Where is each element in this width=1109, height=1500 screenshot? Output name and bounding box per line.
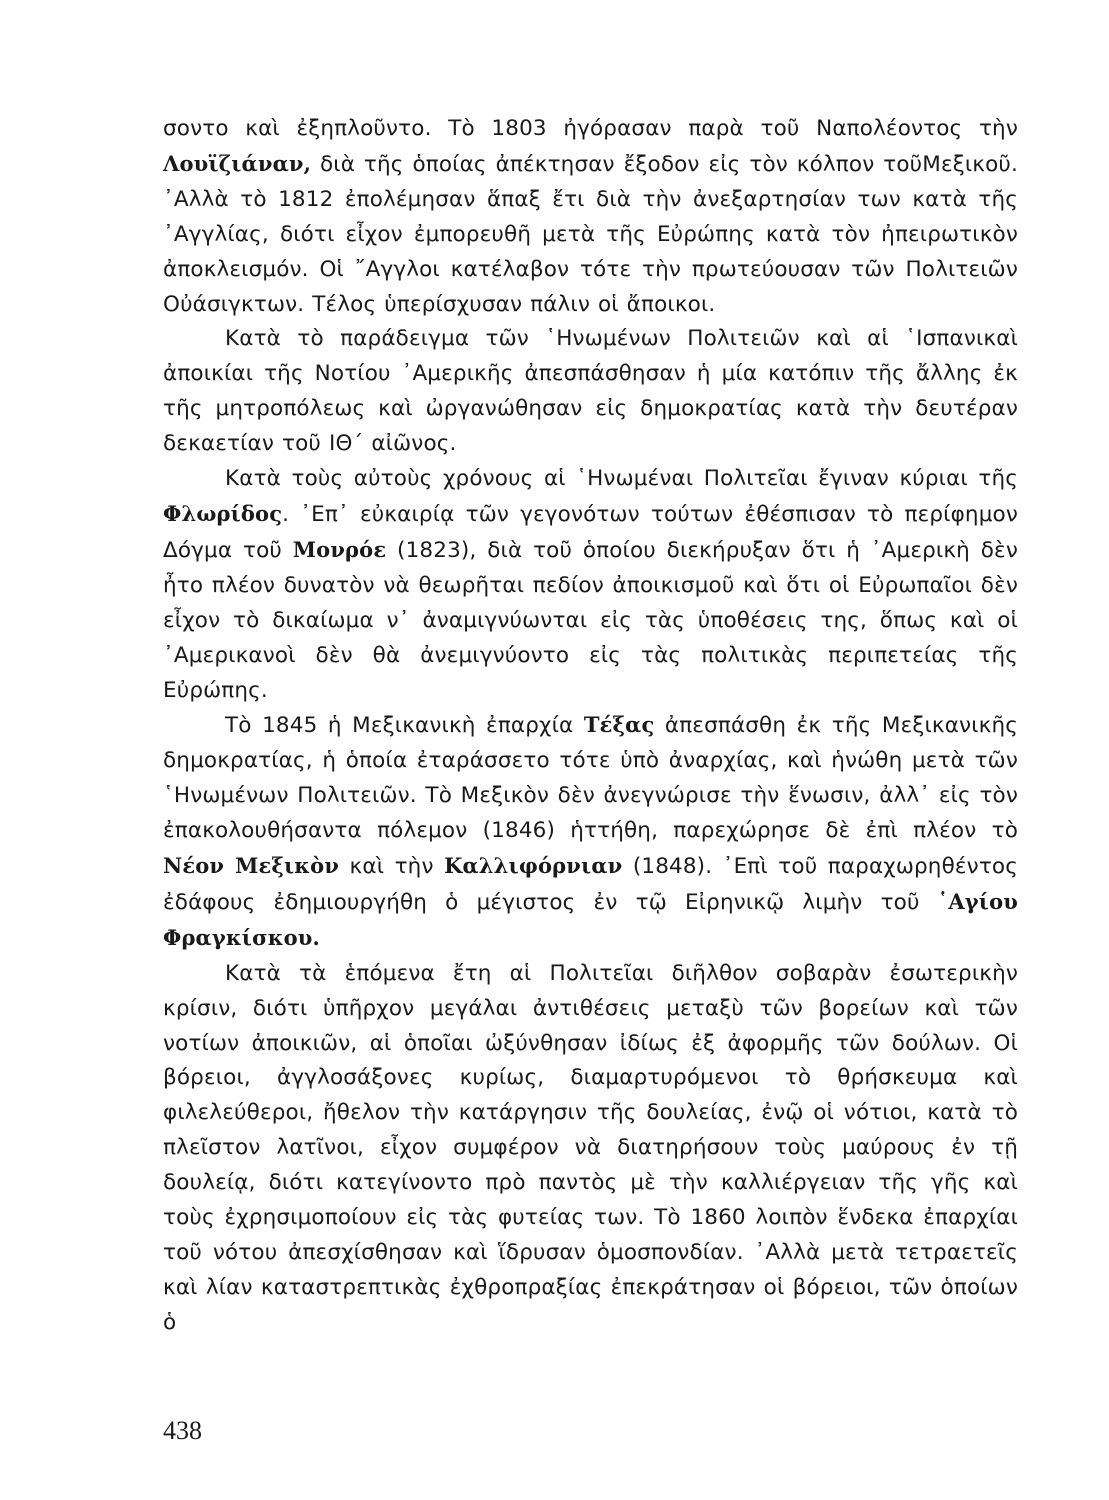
- bold-term: Φλωρίδος: [163, 500, 283, 526]
- text-run: Κατὰ τὰ ἑπόμενα ἔτη αἱ Πολιτεῖαι διῆλθον σοβαρὰν ἐσωτερικὴν κρίσιν, διότι ὑπῆρχον μεγάλαι ἀντιθέσεις μεταξὺ τῶν βορείων καὶ τῶν νοτίων ἀποικιῶν, αἱ ὁποῖαι ὠξύνθησαν ἰδίως ἐξ ἀφορμῆς τῶν δούλων. Οἱ βόρειοι, ἀγγλοσάξονες κυρίως, διαμαρτυρόμενοι τὸ θρήσκευμα καὶ φιλελεύθεροι, ἤθελον τὴν κατάργησιν τῆς δουλείας, ἐνῷ οἱ νότιοι, κατὰ τὸ πλεῖστον λατῖνοι, εἶχον συμφέρον νὰ διατηρήσουν τοὺς μαύρους ἐν τῇ δουλείᾳ, διότι κατεγίνοντο πρὸ παντὸς μὲ τὴν καλλιέργειαν τῆς γῆς καὶ τοὺς ἐχρησιμοποίουν εἰς τὰς φυτείας των. Τὸ 1860 λοιπὸν ἕνδεκα ἐπαρχίαι τοῦ νότου ἀπεσχίσθησαν καὶ ἵδρυσαν ὁμοσπονδίαν. ᾿Αλλὰ μετὰ τετραετεῖς καὶ λίαν καταστρεπτικὰς ἐχθροπραξίας ἐπεκράτησαν οἱ βόρειοι, τῶν ὁποίων ὁ: [163, 960, 1018, 1335]
- paragraph: [163, 708, 1018, 956]
- bold-term: Νέον Μεξικὸν: [163, 853, 340, 879]
- paragraph: [163, 322, 1018, 462]
- text-run: σοντο καὶ ἐξηπλοῦντο. Τὸ 1803 ἠγόρασαν παρὰ τοῦ Ναπολέοντος τὴν: [163, 116, 1018, 141]
- text-run: Κατὰ τοὺς αὐτοὺς χρόνους αἱ ῾Ηνωμέναι Πολιτεῖαι ἔγιναν κύριαι τῆς: [225, 466, 1018, 492]
- text-run: . ᾿Επ᾿ εὐκαιρίᾳ τῶν γεγονότων τούτων ἐθέσπισαν τὸ περίφημον Δόγμα τοῦ: [163, 501, 1018, 563]
- bold-term: Τέξας: [583, 712, 655, 738]
- text-run: καὶ τὴν: [339, 854, 445, 880]
- text-run: (1848). ᾿Επὶ τοῦ παραχωρηθέντος ἐδάφους ἐδημιουργήθη ὁ μέγιστος ἐν τῷ Εἰρηνικῷ λιμὴν τοῦ: [163, 854, 1018, 915]
- text-run: ἀπεσπάσθη ἐκ τῆς Μεξικανικῆς δημοκρατίας, ἡ ὁποία ἐταράσσετο τότε ὑπὸ ἀναρχίας, καὶ ἡνώθη μετὰ τῶν ῾Ηνωμένων Πολιτειῶν. Τὸ Μεξικὸν δὲν ἀνεγνώρισε τὴν ἕνωσιν, ἀλλ᾿ εἰς τὸν ἐπακολουθήσαντα πόλεμον (1846) ἡττήθη, παρεχώρησε δὲ ἐπὶ πλέον τὸ: [163, 713, 1018, 844]
- paragraph: [163, 112, 1018, 322]
- text-run: Κατὰ τὸ παράδειγμα τῶν ῾Ηνωμένων Πολιτειῶν καὶ αἱ ῾Ισπανικαὶ ἀποικίαι τῆς Νοτίου ᾿Αμερικῆς ἀπεσπάσθησαν ἡ μία κατόπιν τῆς ἄλλης ἐκ τῆς μητροπόλεως καὶ ὠργανώθησαν εἰς δημοκρατίας κατὰ τὴν δευτέραν δεκαετίαν τοῦ ΙΘ΄ αἰῶνος.: [163, 326, 1018, 457]
- bold-term: ῾Αγίου Φραγκίσκου.: [163, 888, 1018, 950]
- paragraph: [163, 957, 1018, 1341]
- paragraph: [163, 462, 1018, 708]
- bold-term: Λουϊζιάναν,: [163, 150, 312, 176]
- text-run: (1823), διὰ τοῦ ὁποίου διεκήρυξαν ὅτι ἡ ᾿Αμερικὴ δὲν ἦτο πλέον δυνατὸν νὰ θεωρῆται πεδίον ἀποικισμοῦ καὶ ὅτι οἱ Εὐρωπαῖοι δὲν εἶχον τὸ δικαίωμα ν᾿ ἀναμιγνύωνται εἰς τὰς ὑποθέσεις της, ὅπως καὶ οἱ ᾿Αμερικανοὶ δὲν θὰ ἀνεμιγνύοντο εἰς τὰς πολιτικὰς περιπετείας τῆς Εὐρώπης.: [163, 537, 1018, 703]
- text-run: Τὸ 1845 ἡ Μεξικανικὴ ἐπαρχία: [225, 713, 584, 739]
- text-run: διὰ τῆς ὁποίας ἀπέκτησαν ἔξοδον εἰς τὸν κόλπον τοῦΜεξικοῦ. ᾿Αλλὰ τὸ 1812 ἐπολέμησαν ἅπαξ ἔτι διὰ τὴν ἀνεξαρτησίαν των κατὰ τῆς ᾿Αγγλίας, διότι εἶχον ἐμπορευθῆ μετὰ τῆς Εὐρώπης κατὰ τὸν ἠπειρωτικὸν ἀποκλεισμόν. Οἱ ῎Αγγλοι κατέλαβον τότε τὴν πρωτεύουσαν τῶν Πολιτειῶν Οὐάσιγκτων. Τέλος ὑπερίσχυσαν πάλιν οἱ ἄποικοι.: [163, 151, 1018, 317]
- page-body: [163, 112, 1018, 1341]
- bold-term: Καλλιφόρνιαν: [444, 853, 623, 879]
- page-number: 438: [163, 1416, 202, 1445]
- bold-term: Μονρόε: [292, 536, 387, 562]
